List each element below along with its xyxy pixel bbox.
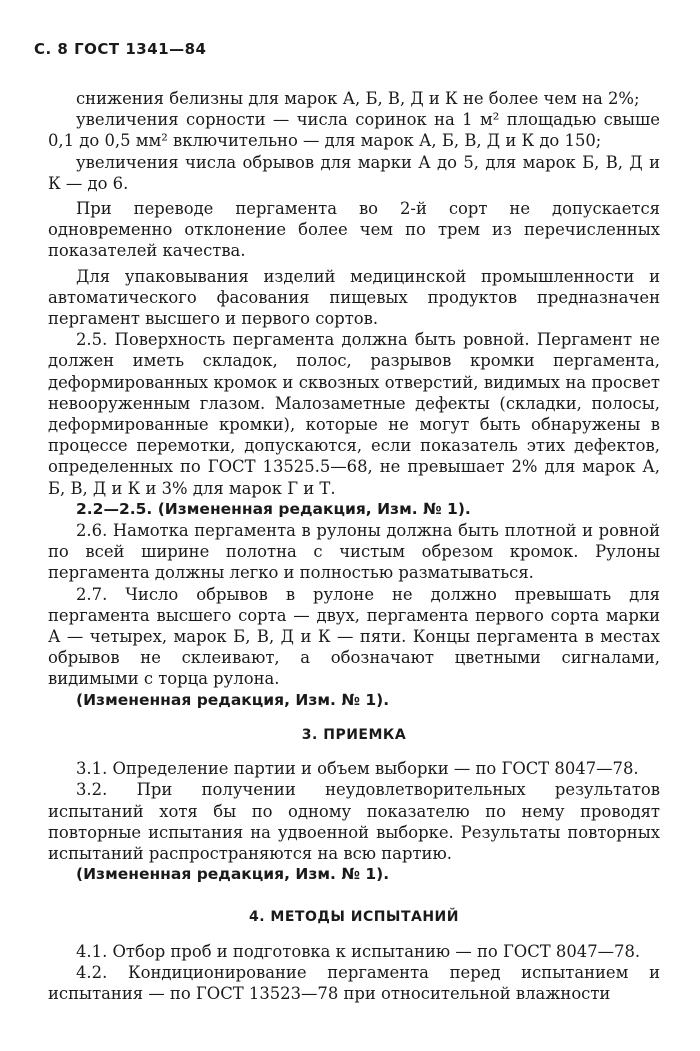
paragraph: 3.2. При получении неудовлетворительных результатов испытаний хотя бы по одному показателю по нему проводят повторные испытания на удвоенной выборке. Результаты повторных испытаний распространяются на всю партию. bbox=[48, 780, 660, 863]
page-header: С. 8 ГОСТ 1341—84 bbox=[34, 40, 207, 58]
paragraph: снижения белизны для марок А, Б, В, Д и К не более чем на 2%; bbox=[76, 89, 640, 108]
paragraph: 2.5. Поверхность пергамента должна быть ровной. Пергамент не должен иметь складок, полос, разрывов кромки пергамента, деформированных кромок и сквозных отверстий, видимых на просвет невооруженным глазом. Малозаметные дефекты (складки, полосы, деформированные кромки), которые не могут быть обнаружены в процессе перемотки, допускаются, если показатель этих дефектов, определенных по ГОСТ 13525.5—68, не превышает 2% для марок А, Б, В, Д и К и 3% для марок Г и Т. bbox=[48, 330, 660, 498]
paragraph: При переводе пергамента во 2-й сорт не допускается одновременно отклонение более чем по трем из перечисленных показателей качества. bbox=[48, 199, 660, 261]
paragraph: 3.1. Определение партии и объем выборки — по ГОСТ 8047—78. bbox=[76, 759, 639, 779]
amendment-note: (Измененная редакция, Изм. № 1). bbox=[76, 865, 390, 884]
paragraph: Для упаковывания изделий медицинской промышленности и автоматического фасования пищевых продуктов предназначен пергамент высшего и первого сортов. bbox=[48, 266, 660, 329]
amendment-note: (Измененная редакция, Изм. № 1). bbox=[76, 690, 390, 709]
paragraph: 2.6. Намотка пергамента в рулоны должна быть плотной и ровной по всей ширине полотна с чистым обрезом кромок. Рулоны пергамента должны легко и полностью разматываться. bbox=[48, 521, 660, 583]
document-body bbox=[48, 88, 660, 1004]
amendment-note: 2.2—2.5. (Измененная редакция, Изм. № 1). bbox=[76, 499, 471, 518]
paragraph: увеличения числа обрывов для марки А до 5, для марок Б, В, Д и К — до 6. bbox=[48, 152, 660, 193]
paragraph: 4.2. Кондиционирование пергамента перед испытанием и испытания — по ГОСТ 13523—78 при относительной влажности bbox=[48, 962, 660, 1003]
paragraph: 2.7. Число обрывов в рулоне не должно превышать для пергамента высшего сорта — двух, пергамента первого сорта марки А — четырех, марок Б, В, Д и К — пяти. Концы пергамента в местах обрывов не склеивают, а обозначают цветными сигналами, видимыми с торца рулона. bbox=[48, 584, 660, 689]
section-title: 3. ПРИЕМКА bbox=[301, 726, 407, 743]
paragraph: увеличения сорности — числа соринок на 1 м² площадью свыше 0,1 до 0,5 мм² включительно — для марок А, Б, В, Д и К до 150; bbox=[48, 110, 660, 151]
paragraph: 4.1. Отбор проб и подготовка к испытанию — по ГОСТ 8047—78. bbox=[76, 941, 641, 961]
section-title: 4. МЕТОДЫ ИСПЫТАНИЙ bbox=[249, 909, 459, 926]
